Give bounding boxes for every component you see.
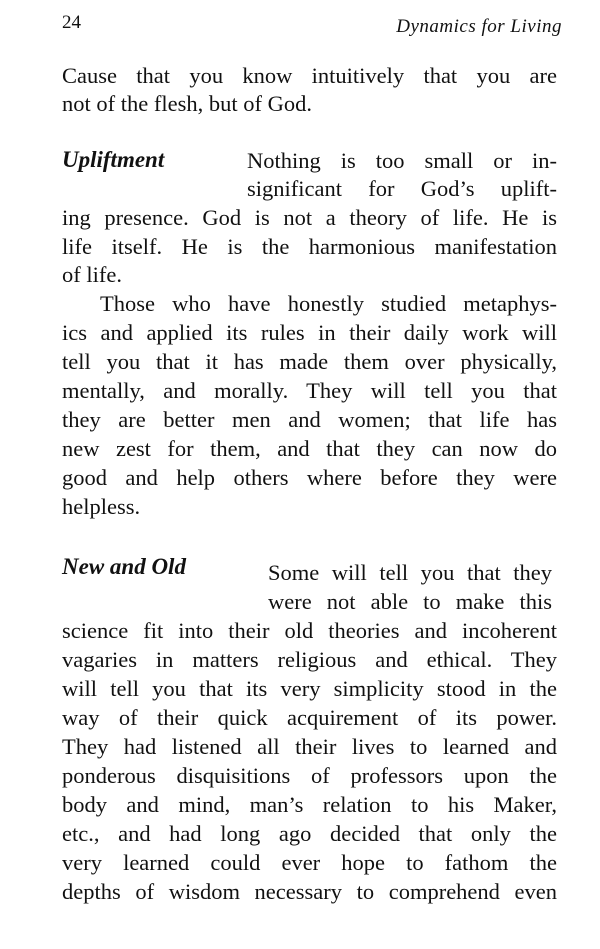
text-line: ing presence. God is not a theory of life. He is: [62, 205, 557, 230]
text-line: ics and applied its rules in their daily work will: [62, 320, 557, 345]
text-line: depths of wisdom necessary to comprehend even: [62, 879, 557, 904]
text-line: way of their quick acquirement of its power.: [62, 705, 557, 730]
running-head: Dynamics for Living: [396, 16, 562, 37]
text-line: Cause that you know intuitively that you are: [62, 63, 557, 88]
text-line: they are better men and women; that life has: [62, 407, 557, 432]
text-line: will tell you that its very simplicity stood in the: [62, 676, 557, 701]
text-line: They had listened all their lives to learned and: [62, 734, 557, 759]
text-line: of life.: [62, 262, 122, 287]
text-line: were not able to make this: [268, 589, 552, 614]
text-line: etc., and had long ago decided that only the: [62, 821, 557, 846]
text-line: tell you that it has made them over physically,: [62, 349, 557, 374]
text-line: life itself. He is the harmonious manifestation: [62, 234, 557, 259]
section-heading-upliftment: Upliftment: [62, 147, 165, 172]
text-line: helpless.: [62, 494, 141, 519]
text-line: Those who have honestly studied metaphys-: [100, 291, 557, 316]
text-line: Nothing is too small or in-: [247, 148, 557, 173]
text-line: good and help others where before they were: [62, 465, 557, 490]
text-line: Some will tell you that they: [268, 560, 552, 585]
text-line: mentally, and morally. They will tell you that: [62, 378, 557, 403]
text-line: not of the flesh, but of God.: [62, 91, 312, 116]
text-line: significant for God’s uplift-: [247, 176, 557, 201]
text-line: body and mind, man’s relation to his Maker,: [62, 792, 557, 817]
page-number: 24: [62, 12, 81, 33]
text-line: new zest for them, and that they can now do: [62, 436, 557, 461]
text-line: vagaries in matters religious and ethical. They: [62, 647, 557, 672]
text-line: ponderous disquisitions of professors upon the: [62, 763, 557, 788]
text-line: science fit into their old theories and incoherent: [62, 618, 557, 643]
section-heading-new-and-old: New and Old: [62, 554, 186, 579]
page-header: [62, 12, 562, 40]
text-line: very learned could ever hope to fathom the: [62, 850, 557, 875]
